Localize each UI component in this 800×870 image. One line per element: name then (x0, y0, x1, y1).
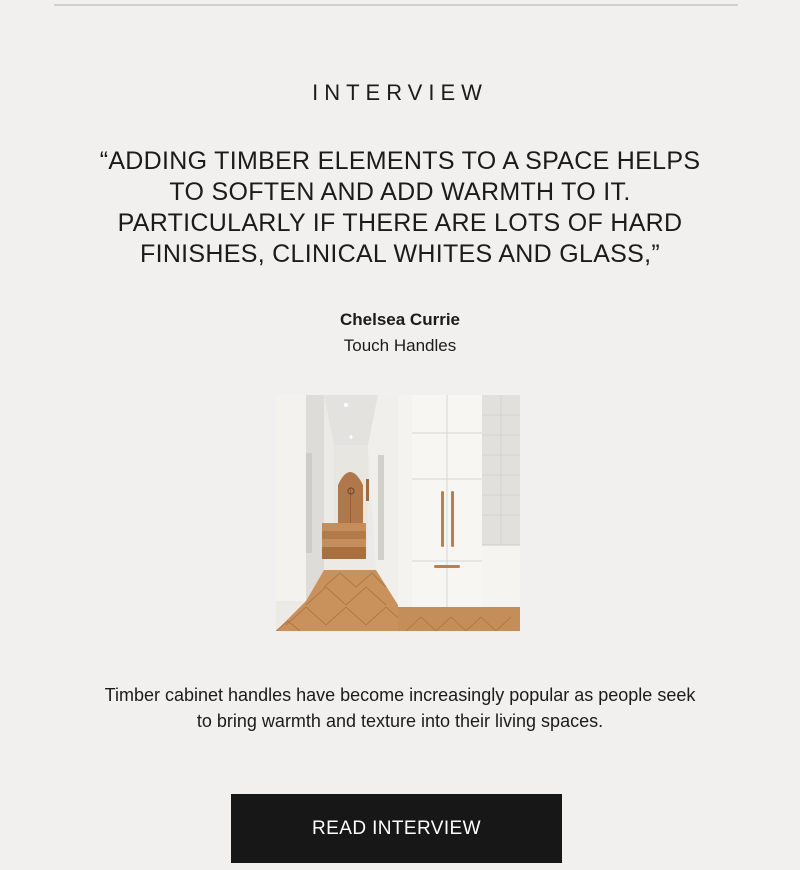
interior-hallway-photo[interactable] (276, 395, 520, 631)
section-eyebrow: INTERVIEW (312, 80, 488, 105)
pull-quote: “ADDING TIMBER ELEMENTS TO A SPACE HELPS TO SOFTEN AND ADD WARMTH TO IT. PARTICULARLY IF THERE ARE LOTS OF HARD FINISHES, CLINICAL WHITES AND GLASS,” (99, 147, 701, 268)
read-interview-button[interactable]: READ INTERVIEW (231, 794, 562, 863)
section-description: Timber cabinet handles have become increasingly popular as people seek to bring warmth and texture into their living spaces. (104, 685, 696, 731)
quote-author: Chelsea Currie (340, 310, 460, 329)
top-divider (54, 4, 738, 6)
quote-company: Touch Handles (343, 336, 457, 355)
hallway-illustration (276, 395, 520, 631)
